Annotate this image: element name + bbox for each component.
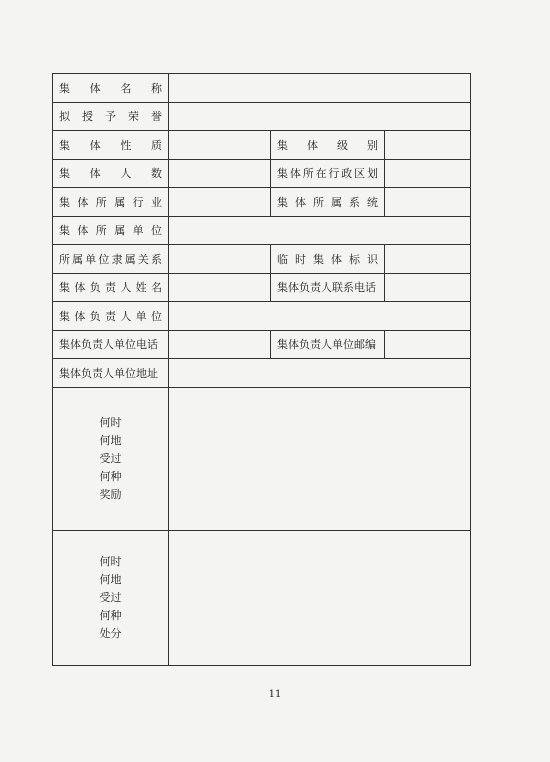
field-leader-unit[interactable]	[169, 302, 471, 331]
field-collective-name[interactable]	[169, 74, 471, 103]
field-leader-unit-address[interactable]	[169, 359, 471, 388]
row-honor	[53, 102, 471, 131]
punishments-line-5: 处分	[99, 626, 122, 640]
field-unit-relation[interactable]	[169, 245, 271, 274]
field-collective-nature[interactable]	[169, 131, 271, 160]
label-rewards	[53, 387, 169, 530]
field-leader-unit-phone[interactable]	[169, 330, 271, 359]
row-count-region	[53, 159, 471, 188]
label-leader-unit-postcode: 集体负责人单位邮编	[271, 330, 385, 359]
label-leader-unit: 集体负责人单位	[53, 302, 169, 331]
field-leader-name[interactable]	[169, 273, 271, 302]
field-collective-system[interactable]	[385, 188, 471, 217]
row-nature-level	[53, 131, 471, 160]
label-temp-collective: 临时集体标识	[271, 245, 385, 274]
row-unit	[53, 216, 471, 245]
label-collective-system: 集体所属系统	[271, 188, 385, 217]
rewards-line-1: 何时	[99, 415, 122, 429]
row-leader-unit	[53, 302, 471, 331]
label-collective-level: 集体级别	[271, 131, 385, 160]
field-collective-industry[interactable]	[169, 188, 271, 217]
field-punishments[interactable]	[169, 530, 471, 665]
punishments-line-2: 何地	[99, 572, 122, 586]
row-leader-name-phone	[53, 273, 471, 302]
row-industry-system	[53, 188, 471, 217]
row-punishments	[53, 530, 471, 665]
field-collective-count[interactable]	[169, 159, 271, 188]
row-relation-temp	[53, 245, 471, 274]
punishments-line-4: 何种	[99, 608, 122, 622]
label-leader-phone: 集体负责人联系电话	[271, 273, 385, 302]
field-leader-phone[interactable]	[385, 273, 471, 302]
field-collective-level[interactable]	[385, 131, 471, 160]
row-rewards	[53, 387, 471, 530]
rewards-line-4: 何种	[99, 469, 122, 483]
field-collective-region[interactable]	[385, 159, 471, 188]
field-proposed-honor[interactable]	[169, 102, 471, 131]
label-leader-name: 集体负责人姓名	[53, 273, 169, 302]
punishments-line-1: 何时	[99, 554, 122, 568]
label-proposed-honor: 拟授予荣誉	[53, 102, 169, 131]
label-collective-name: 集体名称	[53, 74, 169, 103]
label-collective-count: 集体人数	[53, 159, 169, 188]
label-unit-relation: 所属单位隶属关系	[53, 245, 169, 274]
row-leader-unit-address	[53, 359, 471, 388]
rewards-line-5: 奖励	[99, 487, 122, 501]
label-collective-nature: 集体性质	[53, 131, 169, 160]
field-leader-unit-postcode[interactable]	[385, 330, 471, 359]
row-leader-unit-phone-postcode	[53, 330, 471, 359]
label-punishments	[53, 530, 169, 665]
field-rewards[interactable]	[169, 387, 471, 530]
label-collective-industry: 集体所属行业	[53, 188, 169, 217]
punishments-line-3: 受过	[99, 590, 122, 604]
page-number: 11	[268, 689, 282, 700]
field-collective-unit[interactable]	[169, 216, 471, 245]
row-name	[53, 74, 471, 103]
label-collective-region: 集体所在行政区划	[271, 159, 385, 188]
label-collective-unit: 集体所属单位	[53, 216, 169, 245]
rewards-line-3: 受过	[99, 451, 122, 465]
rewards-line-2: 何地	[99, 433, 122, 447]
label-leader-unit-phone: 集体负责人单位电话	[53, 330, 169, 359]
field-temp-collective[interactable]	[385, 245, 471, 274]
label-leader-unit-address: 集体负责人单位地址	[53, 359, 169, 388]
collective-info-table	[52, 73, 471, 666]
